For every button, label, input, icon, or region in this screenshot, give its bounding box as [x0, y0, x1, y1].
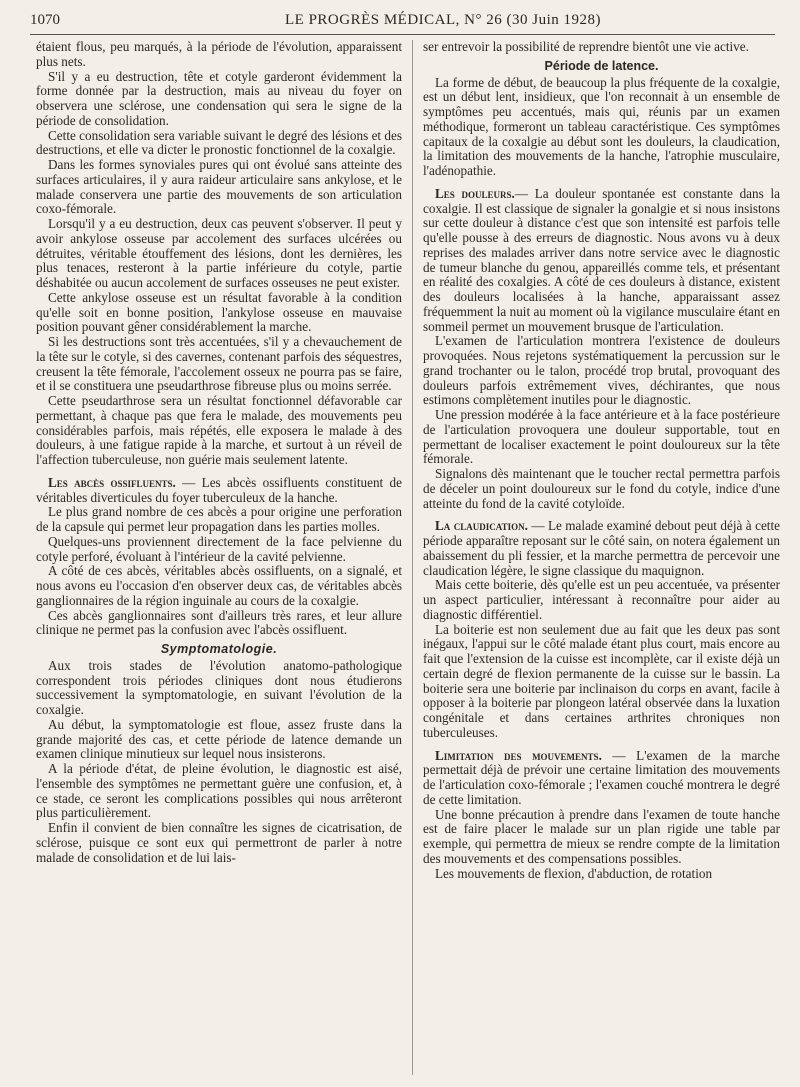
- paragraph: Lorsqu'il y a eu destruction, deux cas peuvent s'observer. Il peut y avoir ankylose osseuse par accolement des surfaces ulcérées ou détruites, véritable étouffement des lésions, dont les dernières, les plus tenaces, resteront à la partie inférieure du cotyle, partie déshabitée ou aucun accolement de surfaces osseuses ne peut exister.: [36, 216, 402, 290]
- paragraph: Signalons dès maintenant que le toucher rectal permettra parfois de déceler un point douloureux sur le fond du cotyle, indice d'une atteinte du fond de la cavité cotyloïde.: [423, 466, 780, 511]
- paragraph: étaient flous, peu marqués, à la période de l'évolution, apparaissent plus nets.: [36, 40, 402, 69]
- right-column: [423, 40, 780, 1080]
- paragraph: Mais cette boiterie, dès qu'elle est un peu accentuée, va présenter un aspect particulier, intéressant à reconnaître pour aider au diagnostic différentiel.: [423, 577, 780, 622]
- abces-paragraph: [36, 476, 402, 506]
- section-title-latence: Période de latence.: [544, 58, 659, 73]
- paragraph: La boiterie est non seulement due au fait que les deux pas sont inégaux, l'appui sur le côté malade étant plus court, mais encore au fait que l'extension de la cuisse est incomplète, car il existe déjà un certain degré de flexion permanente de la cuisse sur le bassin. La boiterie sera une boiterie par inclinaison du corps en avant, facile à opposer à la boiterie par plongeon latéral observée dans la luxation congénitale et dans certaines arthrites chroniques non tuberculeuses.: [423, 621, 780, 740]
- paragraph: La forme de début, de beaucoup la plus fréquente de la coxalgie, est un début lent, insidieux, que l'on reconnait à un ensemble de symptômes peu accentués, mais qui, réunis par un examen méthodique, formeront un tableau caractéristique. Ces symptômes capitaux de la coxalgie au début sont les douleurs, la claudication, la limitation des mouvements de la hanche, l'atrophie musculaire, l'adénopathie.: [423, 74, 780, 178]
- paragraph: Cette consolidation sera variable suivant le degré des lésions et des destructions, et elle va dicter le pronostic fonctionnel de la coxalgie.: [36, 127, 402, 158]
- paragraph: Les mouvements de flexion, d'abduction, de rotation: [435, 865, 713, 881]
- paragraph: A la période d'état, de pleine évolution, le diagnostic est aisé, l'ensemble des symptômes ne permettant guère une confusion, et, à ce stade, ce seront les complications possibles qui nous arrêteront plus particulièrement.: [36, 761, 402, 821]
- paragraph: Une bonne précaution à prendre dans l'examen de toute hanche est de faire placer le malade sur un plan rigide une table par exemple, qui permettra de mieux se rendre compte de la limitation des mouvements et des compensations possibles.: [423, 806, 780, 866]
- run-in-heading-limitation: Limitation des mouvements.: [435, 747, 602, 763]
- section-title-symptomatologie: Symptomatologie.: [160, 642, 278, 656]
- limitation-text: — L'examen de la marche permettait déjà de prévoir une certaine limitation des mouvements de l'articulation coxo-fémorale ; l'examen couché montrera le degré de cette limitation.: [423, 747, 780, 807]
- page-number: 1070: [30, 12, 60, 28]
- abces-text: — Les abcès ossifluents constituent de véritables diverticules du foyer tuberculeux de la hanche.: [36, 474, 402, 505]
- paragraph: Une pression modérée à la face antérieure et à la face postérieure de l'articulation provoquera une douleur supportable, tout en permettant de localiser exactement le point douloureux sur la tête fémorale.: [423, 407, 780, 467]
- column-divider: [412, 40, 413, 1075]
- paragraph: Quelques-uns proviennent directement de la face pelvienne du cotyle perforé, évoluant à l'intérieur de la cavité pelvienne.: [36, 533, 402, 564]
- paragraph: ser entrevoir la possibilité de reprendre bientôt une vie active.: [423, 40, 749, 54]
- douleurs-paragraph: [423, 187, 780, 335]
- paragraph: Cette pseudarthrose sera un résultat fonctionnel défavorable car permettant, à chaque pas que fera le malade, des mouvements peu considérables parfois, mais répétés, elle exposera le malade à des douleurs, à une fatigue rapide à la marche, et surtout à un réveil de l'affection tuberculeuse, non guérie mais seulement latente.: [36, 393, 402, 467]
- limitation-paragraph: [423, 749, 780, 808]
- paragraph: Au début, la symptomatologie est floue, assez fruste dans la grande majorité des cas, et cette période de latence demande un examen clinique minutieux sur lequel nous insisterons.: [36, 716, 402, 762]
- douleurs-text: — La douleur spontanée est constante dans la coxalgie. Il est classique de signaler la gonalgie et si nous insistons sur cette douleur à distance c'est que son intensité est parfois telle qu'elle pousse à des erreurs de diagnostic. Nous avons vu à deux reprises des malades arriver dans notre service avec le diagnostic de tumeur blanche du genou, appareillés comme tels, et présentant en réalité des coxalgies. A côté de ces douleurs à distance, existent des douleurs localisées à la hanche, apparaissant assez fréquemment la nuit au moment où la vigilance musculaire étant en sommeil permet un mouvement brusque de l'articulation.: [423, 185, 780, 334]
- paragraph: Enfin il convient de bien connaître les signes de cicatrisation, de sclérose, puisque ce sont eux qui permettront de parler à notre malade de consolidation et de lui lais-: [36, 820, 402, 865]
- paragraph: S'il y a eu destruction, tête et cotyle garderont évidemment la forme donnée par la destruction, mais au niveau du foyer on observera une sclérose, une condensation qui sera le signe de la période de consolidation.: [36, 68, 402, 128]
- run-in-heading-claudication: La claudication.: [435, 518, 528, 534]
- running-title: LE PROGRÈS MÉDICAL, N° 26 (30 Juin 1928): [285, 12, 602, 28]
- paragraph: Cette ankylose osseuse est un résultat favorable à la condition qu'elle soit en bonne position, l'ankylose osseuse en mauvaise position pouvant gêner considérablement la marche.: [36, 289, 402, 335]
- paragraph: A côté de ces abcès, véritables abcès ossifluents, on a signalé, et nous avons eu l'occasion d'en observer deux cas, de véritables abcès ganglionnaires de la région inguinale au cours de la coxalgie.: [36, 563, 402, 608]
- paragraph: L'examen de l'articulation montrera l'existence de douleurs provoquées. Nous rejetons systématiquement la percussion sur le grand trochanter ou le talon, procédé trop brutal, provoquant des douleurs parfois extrêmement vives, déchirantes, que nous estimons complètement inutiles pour le diagnostic.: [423, 333, 780, 408]
- paragraph: Le plus grand nombre de ces abcès a pour origine une perforation de la capsule qui permet leur propagation dans les parties molles.: [36, 504, 402, 534]
- claudication-paragraph: [423, 519, 780, 578]
- paragraph: Si les destructions sont très accentuées, s'il y a chevauchement de la tête sur le cotyle, si des cavernes, contenant parfois des séquestres, creusent la tête fémorale, l'accolement osseux ne pourra pas se faire, et il se constituera une pseudarthrose fibreuse plus ou moins serrée.: [36, 334, 402, 394]
- page-header: [30, 10, 775, 35]
- run-in-heading-douleurs: Les douleurs.: [435, 185, 515, 201]
- run-in-heading-abces: Les abcès ossifluents.: [48, 474, 176, 490]
- paragraph: Dans les formes synoviales pures qui ont évolué sans atteinte des surfaces articulaires, il y aura raideur articulaire sans ankylose, et le malade conservera une partie des mouvements de son articulation coxo-fémorale.: [36, 157, 402, 217]
- left-column: [36, 40, 402, 1080]
- claudication-text: — Le malade examiné debout peut déjà à cette période apparaître reposant sur le côté sain, on notera également un abaissement du pli fessier, et la marche permettra de percevoir une claudication légère, le signe classique du maquignon.: [423, 518, 780, 578]
- paragraph: Ces abcès ganglionnaires sont d'ailleurs très rares, et leur allure clinique ne permet pas la confusion avec l'abcès ossifluent.: [36, 607, 402, 638]
- paragraph: Aux trois stades de l'évolution anatomo-pathologique correspondent trois périodes cliniques dont nous étudierons successivement la symptomatologie, en suivant l'évolution de la coxalgie.: [36, 657, 402, 717]
